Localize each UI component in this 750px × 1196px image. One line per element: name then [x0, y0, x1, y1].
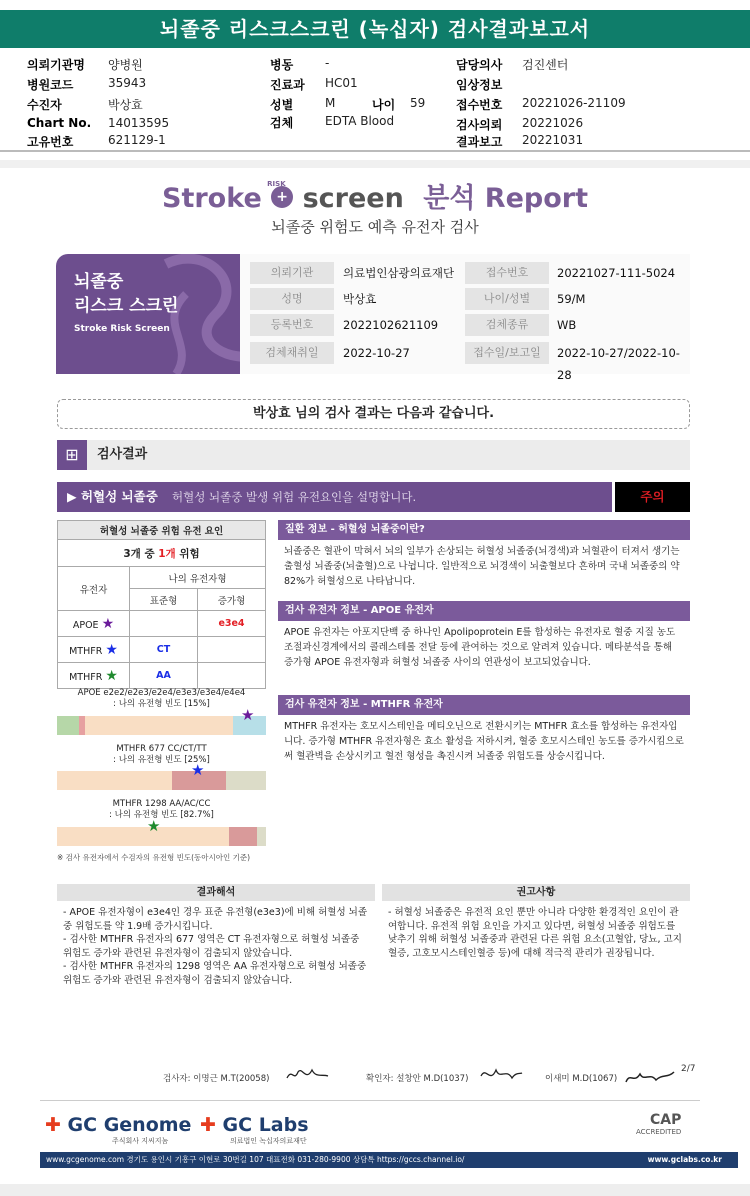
- apoe-freq-bar: [57, 706, 266, 735]
- gene-name-cell: [58, 663, 130, 689]
- value: 14013595: [108, 116, 170, 130]
- result-notice: 박상효 님의 검사 결과는 다음과 같습니다.: [57, 399, 690, 429]
- category-desc: 허혈성 뇌졸중 발생 위험 유전요인을 설명합니다.: [172, 490, 417, 504]
- label: 접수번호: [456, 98, 503, 112]
- mthfr-info: [278, 695, 690, 768]
- col-inc: 증가형: [198, 589, 266, 611]
- info-value: 20221027-111-5024: [557, 266, 676, 280]
- category-title: ▶ 허혈성 뇌졸중: [67, 489, 158, 504]
- card-line2: 리스크 스크린: [74, 296, 179, 316]
- disease-info: [278, 520, 690, 593]
- label: 진료과: [270, 78, 305, 92]
- signature-icon: [478, 1064, 524, 1086]
- freq-mine: : 나의 유전형 빈도 [82.7%]: [109, 810, 214, 820]
- signature-icon: [624, 1066, 676, 1088]
- info-label: 나이/성별: [465, 288, 549, 310]
- value: 검진센터: [522, 58, 569, 72]
- gc-labs-name: GC Labs: [222, 1114, 309, 1136]
- info-label: 접수일/보고일: [465, 342, 549, 364]
- product-card: [56, 254, 240, 374]
- star-icon: ★: [105, 641, 118, 658]
- category-bar: [57, 482, 612, 512]
- signature-icon: [284, 1064, 330, 1086]
- value: -: [325, 56, 330, 70]
- checker: 확인자: 설창안 M.D(1037): [366, 1074, 469, 1084]
- divider: [0, 150, 750, 152]
- recommend-title: 권고사항: [382, 884, 690, 901]
- value: 35943: [108, 76, 147, 90]
- card-en: Stroke Risk Screen: [74, 324, 170, 334]
- star-icon: ★: [101, 615, 115, 632]
- std-cell: CT: [130, 637, 198, 663]
- value: 20221026-21109: [522, 96, 626, 110]
- freq-label: [57, 799, 266, 821]
- apoe-title: 검사 유전자 정보 - APOE 유전자: [278, 601, 690, 621]
- gene-name: MTHFR: [69, 645, 103, 657]
- info-row: [250, 262, 690, 284]
- gc-genome-name: GC Genome: [67, 1114, 192, 1136]
- label: 병원코드: [27, 78, 74, 92]
- footer-link: www.gclabs.co.kr: [647, 1155, 722, 1164]
- info-label: 등록번호: [250, 314, 334, 336]
- freq-title: MTHFR 677 CC/CT/TT: [116, 744, 207, 754]
- label: 고유번호: [27, 135, 74, 149]
- info-value: 2022102621109: [343, 318, 439, 332]
- cross-icon: ✚: [200, 1114, 216, 1136]
- gc-genome-sub: 주식회사 지씨지놈: [112, 1137, 169, 1145]
- gene-name-cell: [58, 637, 130, 663]
- label: 성별: [270, 98, 294, 112]
- info-value: 2022-10-27/2022-10-28: [557, 346, 680, 382]
- info-row: [250, 288, 690, 310]
- recommend-text: - 허혈성 뇌졸중은 유전적 요인 뿐만 아니라 다양한 환경적인 요인이 관여합니다. 유전적 위험 요인을 가지고 있다면, 허혈성 뇌졸중 위험도를 낮추기 위해 허혈성 뇌졸중과 관련된 다른 위험 요소(고혈압, 당뇨, 고지혈증, 고호모시스테인혈증 등)에 대해 적극적 관리가 권장됩니다.: [388, 907, 682, 959]
- info-value: 2022-10-27: [343, 346, 410, 360]
- value: M: [325, 96, 336, 110]
- gene-table-title: 허혈성 뇌졸중 위험 유전 요인: [58, 521, 266, 540]
- table-row: [58, 611, 266, 637]
- value: 59: [410, 96, 426, 110]
- info-label: 성명: [250, 288, 334, 310]
- std-cell: AA: [130, 663, 198, 689]
- label: 임상정보: [456, 78, 503, 92]
- gene-name-cell: [58, 611, 130, 637]
- page-number: 2/7: [681, 1064, 696, 1074]
- value: 20221026: [522, 116, 584, 130]
- brand-stroke: Stroke: [162, 183, 262, 214]
- star-icon: ★: [191, 761, 205, 779]
- label: 나이: [372, 98, 396, 112]
- label: 검체: [270, 116, 294, 130]
- section-header: [57, 440, 690, 470]
- info-label: 검체채취일: [250, 342, 334, 364]
- footer-contact: www.gcgenome.com 경기도 용인시 기흥구 이현로 30번길 107 대표전화 031-280-9900 상담톡 https://gccs.channel.io/: [46, 1155, 465, 1164]
- value: EDTA Blood: [325, 114, 395, 128]
- subtitle: 뇌졸중 위험도 예측 유전자 검사: [271, 218, 479, 236]
- inc-cell: [198, 637, 266, 663]
- count-post: 위험: [175, 547, 200, 560]
- patient-info: [0, 48, 750, 148]
- table-row: [58, 637, 266, 663]
- count-num: 1개: [158, 547, 176, 560]
- col-mine: 나의 유전자형: [130, 567, 266, 589]
- info-row: [250, 342, 690, 382]
- result-title: 결과해석: [57, 884, 375, 901]
- table-row: [58, 663, 266, 689]
- disease-text: 뇌졸중은 혈관이 막혀서 뇌의 일부가 손상되는 허혈성 뇌졸중(뇌경색)과 뇌혈관이 터져서 생기는출혈성 뇌졸중(뇌출혈)으로 나뉩니다. 일반적으로 뇌경색이 뇌출혈보다 흔하며 국내 뇌졸중의 약 82%가 허혈성으로 나타납니다.: [284, 546, 680, 587]
- risk-label: RISK: [267, 179, 286, 188]
- freq-note: ※ 검사 유전자에서 수검자의 유전형 빈도(동아시아인 기준): [57, 853, 251, 862]
- col-gene: 유전자: [58, 567, 130, 611]
- gc-labs-logo: [200, 1114, 309, 1136]
- disease-title: 질환 정보 - 허혈성 뇌졸중이란?: [278, 520, 690, 540]
- freq-title: MTHFR 1298 AA/AC/CC: [112, 799, 211, 809]
- star-icon: ★: [105, 667, 118, 684]
- freq-label: [57, 688, 266, 710]
- value: 양병원: [108, 58, 143, 72]
- info-row: [250, 314, 690, 336]
- bottom-margin: [0, 1184, 750, 1196]
- gc-genome-logo: [45, 1114, 191, 1136]
- cross-icon: ✚: [45, 1114, 61, 1136]
- freq-label: [57, 744, 266, 766]
- count-pre: 3개 중: [123, 547, 159, 560]
- doctor: 이새미 M.D(1067): [545, 1074, 618, 1084]
- freq-mine: : 나의 유전형 빈도 [25%]: [113, 755, 210, 765]
- mthfr1298-freq-bar: [57, 817, 266, 846]
- mthfr677-freq-bar: [57, 761, 266, 790]
- label: 검사의뢰: [456, 118, 503, 132]
- info-label: 의뢰기관: [250, 262, 334, 284]
- freq-mine: : 나의 유전형 빈도 [15%]: [113, 699, 210, 709]
- gene-table: [57, 520, 266, 689]
- info-value: 의료법인삼광의료재단: [343, 266, 455, 280]
- result-text: - APOE 유전자형이 e3e4인 경우 표준 유전형(e3e3)에 비해 허혈성 뇌졸중 위험도를 약 1.9배 증가시킵니다. - 검사한 MTHFR 유전자의 677 영역은 CT 유전자형으로 허혈성 뇌졸중 위험도 증가와 관련된 유전자형이 검출되지 않았습니다. - 검사한 MTHFR 유전자의 1298 영역은 AA 유전자형으로 허혈성 뇌졸중 위험도 증가와 관련된 유전자형이 검출되지 않았습니다.: [63, 907, 367, 986]
- cap-logo: CAP: [650, 1112, 682, 1128]
- info-value: 박상효: [343, 292, 377, 306]
- value: 20221031: [522, 133, 584, 147]
- card-line1: 뇌졸중: [74, 272, 124, 292]
- label: 의뢰기관명: [27, 58, 85, 72]
- label: 병동: [270, 58, 294, 72]
- inc-cell: [198, 663, 266, 689]
- brand-report: 분석 Report: [423, 183, 588, 214]
- cap-accredited: ACCREDITED: [636, 1128, 682, 1136]
- tester: 검사자: 이명근 M.T(20058): [163, 1074, 270, 1084]
- apoe-info: [278, 601, 690, 674]
- label: 담당의사: [456, 58, 503, 72]
- col-std: 표준형: [130, 589, 198, 611]
- gc-labs-sub: 의료법인 녹십자의료재단: [230, 1137, 307, 1145]
- info-label: 검체종류: [465, 314, 549, 336]
- label: Chart No.: [27, 116, 92, 130]
- brand-screen: screen: [302, 183, 404, 214]
- gene-name: MTHFR: [69, 671, 103, 683]
- divider: [40, 1100, 700, 1101]
- apoe-text: APOE 유전자는 아포지단백 중 하나인 Apolipoprotein E를 합성하는 유전자로 혈중 지질 농도 조절과신경계에서의 콜레스테롤 전달 등에 관여하는 것으로 알려져 있습니다. 메타분석을 통해 증가형 APOE 유전자형과 허혈성 뇌졸중 사이의 연관성이 보고되었습니다.: [284, 627, 676, 668]
- medical-folder-icon: ⊞: [57, 440, 87, 470]
- label: 결과보고: [456, 135, 503, 149]
- mthfr-title: 검사 유전자 정보 - MTHFR 유전자: [278, 695, 690, 715]
- report-title: 뇌졸중 리스크스크린 (녹십자) 검사결과보고서: [0, 10, 750, 48]
- label: 수진자: [27, 98, 62, 112]
- mthfr-text: MTHFR 유전자는 호모시스테인을 메티오닌으로 전환시키는 MTHFR 효소를 합성하는 유전자입니다. 증가형 MTHFR 유전자형은 효소 활성을 저하시켜, 혈중 호모시스테인 농도를 증가시킴으로써 혈관벽을 손상시키고 혈전 형성을 촉진시켜 뇌졸중 위험도를 상승시킵니다.: [284, 721, 684, 762]
- risk-count: [58, 540, 266, 567]
- footer: [40, 1152, 738, 1168]
- inc-cell: e3e4: [198, 611, 266, 637]
- star-icon: ★: [147, 817, 161, 835]
- value: 621129-1: [108, 133, 166, 147]
- value: HC01: [325, 76, 358, 90]
- risk-badge: 주의: [615, 482, 690, 512]
- result-box: [57, 884, 375, 992]
- info-label: 접수번호: [465, 262, 549, 284]
- star-icon: ★: [241, 706, 255, 724]
- risk-logo-icon: + RISK: [271, 186, 293, 208]
- divider: [0, 160, 750, 168]
- std-cell: [130, 611, 198, 637]
- freq-title: APOE e2e2/e2e3/e2e4/e3e3/e3e4/e4e4: [77, 688, 246, 698]
- info-value: WB: [557, 318, 577, 332]
- section-title: 검사결과: [97, 447, 148, 462]
- gene-name: APOE: [72, 619, 99, 631]
- recommend-box: [382, 884, 690, 965]
- brand-title: [0, 176, 750, 215]
- value: 박상효: [108, 98, 143, 112]
- info-value: 59/M: [557, 292, 586, 306]
